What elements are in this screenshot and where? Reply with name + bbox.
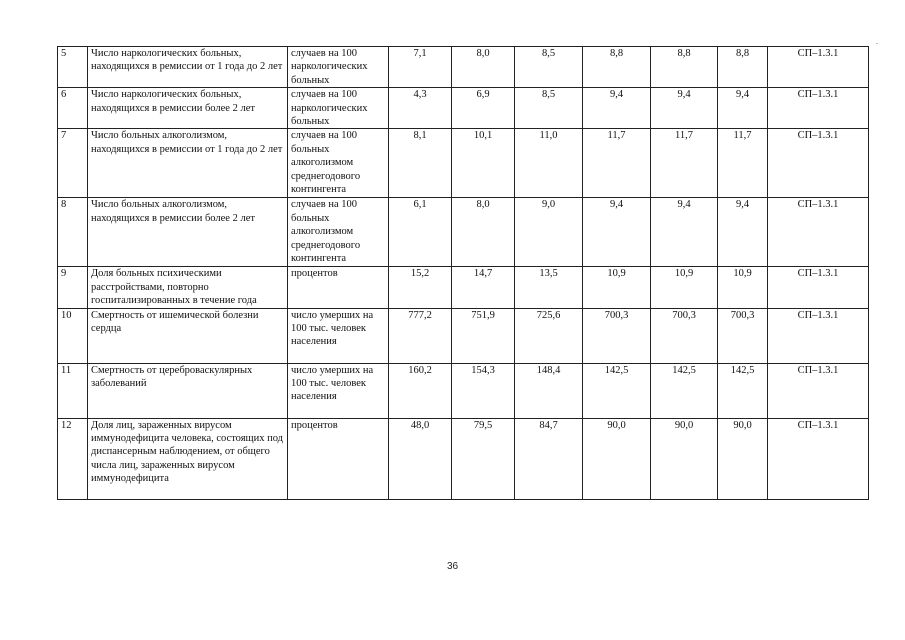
program-code: СП–1.3.1 (768, 418, 869, 499)
table-row (58, 47, 869, 88)
page-number: 36 (446, 561, 459, 572)
row-number: 7 (58, 129, 88, 198)
unit-of-measure: случаев на 100 наркологических больных (288, 47, 389, 88)
indicator-value: 777,2 (389, 308, 452, 363)
indicator-value: 90,0 (583, 418, 651, 499)
row-number: 9 (58, 267, 88, 308)
indicator-value: 154,3 (452, 363, 515, 418)
indicators-table-body (58, 47, 869, 500)
indicator-value: 11,7 (583, 129, 651, 198)
table-row (58, 418, 869, 499)
unit-of-measure: число умерших на 100 тыс. человек населения (288, 363, 389, 418)
indicator-value: 8,1 (389, 129, 452, 198)
indicator-value: 15,2 (389, 267, 452, 308)
indicator-name: Число больных алкоголизмом, находящихся в ремиссии от 1 года до 2 лет (88, 129, 288, 198)
program-code: СП–1.3.1 (768, 308, 869, 363)
indicator-value: 8,8 (651, 47, 718, 88)
indicator-value: 6,1 (389, 198, 452, 267)
indicator-value: 8,0 (452, 47, 515, 88)
indicator-name: Число наркологических больных, находящихся в ремиссии от 1 года до 2 лет (88, 47, 288, 88)
indicator-value: 10,9 (583, 267, 651, 308)
row-number: 10 (58, 308, 88, 363)
table-row (58, 267, 869, 308)
indicator-value: 11,7 (718, 129, 768, 198)
program-code: СП–1.3.1 (768, 363, 869, 418)
indicator-value: 4,3 (389, 88, 452, 129)
row-number: 5 (58, 47, 88, 88)
indicator-value: 10,1 (452, 129, 515, 198)
indicator-value: 11,0 (515, 129, 583, 198)
indicator-value: 9,4 (651, 88, 718, 129)
indicator-value: 9,4 (651, 198, 718, 267)
indicator-value: 7,1 (389, 47, 452, 88)
indicator-value: 700,3 (583, 308, 651, 363)
row-number: 11 (58, 363, 88, 418)
indicator-value: 148,4 (515, 363, 583, 418)
indicator-value: 6,9 (452, 88, 515, 129)
indicator-value: 8,5 (515, 47, 583, 88)
indicator-value: 725,6 (515, 308, 583, 363)
row-number: 8 (58, 198, 88, 267)
row-number: 12 (58, 418, 88, 499)
indicator-name: Смертность от ишемической болезни сердца (88, 308, 288, 363)
unit-of-measure: число умерших на 100 тыс. человек населения (288, 308, 389, 363)
unit-of-measure: процентов (288, 418, 389, 499)
indicator-value: 142,5 (651, 363, 718, 418)
table-row (58, 88, 869, 129)
unit-of-measure: случаев на 100 больных алкоголизмом среднегодового контингента (288, 198, 389, 267)
indicator-value: 8,5 (515, 88, 583, 129)
indicator-value: 48,0 (389, 418, 452, 499)
program-code: СП–1.3.1 (768, 198, 869, 267)
indicator-value: 13,5 (515, 267, 583, 308)
indicator-value: 11,7 (651, 129, 718, 198)
table-row (58, 308, 869, 363)
table-row (58, 198, 869, 267)
indicator-value: 14,7 (452, 267, 515, 308)
scan-speck (876, 43, 878, 44)
indicator-value: 9,4 (718, 198, 768, 267)
program-code: СП–1.3.1 (768, 129, 869, 198)
indicator-value: 10,9 (718, 267, 768, 308)
indicator-value: 84,7 (515, 418, 583, 499)
indicator-name: Смертность от цереброваскулярных заболеваний (88, 363, 288, 418)
indicators-table (57, 46, 869, 500)
unit-of-measure: случаев на 100 больных алкоголизмом среднегодового контингента (288, 129, 389, 198)
indicator-value: 8,8 (718, 47, 768, 88)
table-row (58, 363, 869, 418)
indicator-value: 10,9 (651, 267, 718, 308)
indicator-value: 8,0 (452, 198, 515, 267)
indicator-value: 9,4 (718, 88, 768, 129)
indicator-value: 9,4 (583, 88, 651, 129)
indicator-value: 751,9 (452, 308, 515, 363)
indicator-name: Доля больных психическими расстройствами, повторно госпитализированных в течение года (88, 267, 288, 308)
program-code: СП–1.3.1 (768, 47, 869, 88)
unit-of-measure: случаев на 100 наркологических больных (288, 88, 389, 129)
unit-of-measure: процентов (288, 267, 389, 308)
indicator-value: 79,5 (452, 418, 515, 499)
indicator-value: 142,5 (718, 363, 768, 418)
indicator-value: 700,3 (718, 308, 768, 363)
indicator-value: 90,0 (651, 418, 718, 499)
indicator-name: Доля лиц, зараженных вирусом иммунодефицита человека, состоящих под диспансерным наблюдением, от общего числа лиц, зараженных вирусом иммунодефицита (88, 418, 288, 499)
program-code: СП–1.3.1 (768, 267, 869, 308)
indicator-value: 9,0 (515, 198, 583, 267)
indicator-value: 9,4 (583, 198, 651, 267)
indicator-value: 160,2 (389, 363, 452, 418)
indicator-name: Число больных алкоголизмом, находящихся в ремиссии более 2 лет (88, 198, 288, 267)
indicator-value: 90,0 (718, 418, 768, 499)
program-code: СП–1.3.1 (768, 88, 869, 129)
indicator-value: 142,5 (583, 363, 651, 418)
row-number: 6 (58, 88, 88, 129)
indicator-value: 8,8 (583, 47, 651, 88)
indicator-name: Число наркологических больных, находящихся в ремиссии более 2 лет (88, 88, 288, 129)
indicator-value: 700,3 (651, 308, 718, 363)
table-row (58, 129, 869, 198)
